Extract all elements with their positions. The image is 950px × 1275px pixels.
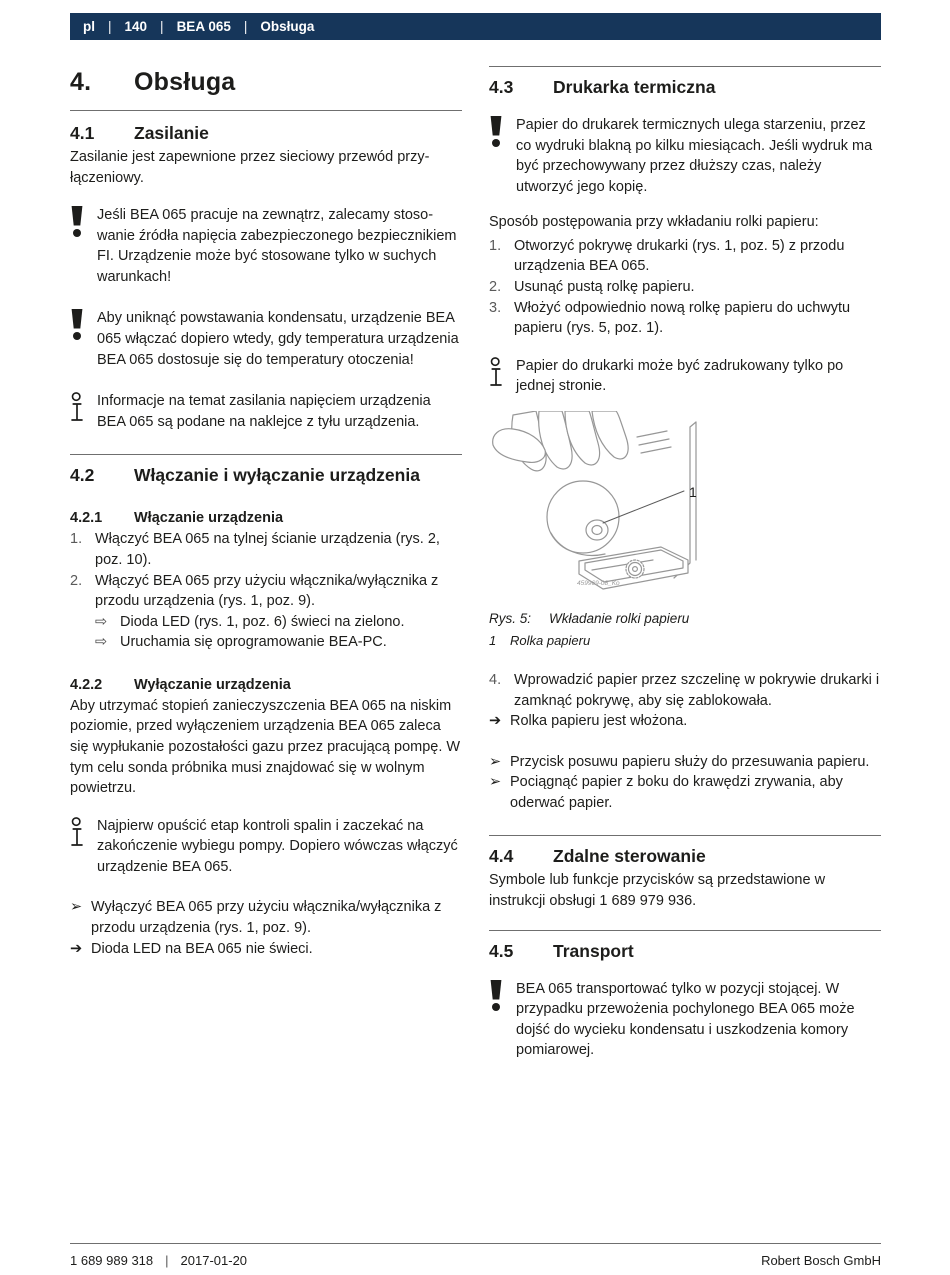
header-separator: | — [108, 19, 112, 34]
numbered-steps — [70, 529, 462, 652]
footer-left — [70, 1253, 247, 1268]
header-product-name: BEA 065 — [176, 19, 231, 34]
divider — [70, 110, 462, 111]
paragraph: Sposób postępowania przy wkładaniu rolki papieru: — [489, 214, 819, 231]
section-title: Zasilanie — [134, 123, 209, 143]
step-item — [70, 529, 462, 570]
warning-icon — [70, 308, 97, 370]
result-item — [489, 711, 881, 732]
step-number: 3. — [489, 299, 502, 316]
result-arrow-icon: ➔ — [70, 940, 83, 957]
section-number: 4.1 — [70, 123, 95, 143]
substep-arrow-icon: ⇨ — [95, 634, 108, 651]
step-text: Włączyć BEA 065 na tylnej ścianie urządzenia (rys. 2, poz. 10). — [95, 531, 440, 568]
footer-company: Robert Bosch GmbH — [761, 1253, 881, 1268]
subsection-title: Włączanie urządzenia — [134, 510, 284, 527]
action-text: Pociągnąć papier z boku do krawędzi zrywania, aby oderwać papier. — [510, 774, 843, 811]
numbered-steps — [489, 236, 881, 339]
chapter-number: 4. — [70, 68, 92, 96]
step-text: Usunąć pustą rolkę papieru. — [514, 279, 695, 296]
action-item — [70, 897, 462, 938]
figure-legend — [489, 633, 881, 648]
header-page-number: 140 — [124, 19, 148, 34]
figure-legend-text: Rolka papieru — [510, 632, 591, 648]
step-number: 4. — [489, 671, 502, 688]
step-item — [489, 670, 881, 711]
action-arrow-icon: ➢ — [489, 774, 502, 791]
page-header-bar — [70, 13, 881, 40]
header-separator: | — [160, 19, 164, 34]
section-title: Transport — [553, 940, 634, 961]
section-number: 4.4 — [489, 846, 514, 867]
warning-block — [70, 205, 462, 287]
page-footer — [70, 1243, 881, 1268]
action-item — [489, 772, 881, 813]
warning-icon — [489, 115, 516, 197]
warning-block — [489, 115, 881, 197]
header-separator: | — [243, 19, 248, 34]
step-text: Włączyć BEA 065 przy użyciu włącznika/wyłącznika z przodu urządzenia (rys. 1, poz. 9). — [95, 572, 439, 610]
step-number: 2. — [70, 572, 83, 589]
substep-result — [70, 632, 462, 653]
step-item — [489, 277, 881, 298]
divider — [489, 930, 881, 931]
note-block — [489, 356, 881, 397]
divider — [489, 66, 881, 67]
note-text: Papier do drukarki może być zadrukowany tylko po jednej stronie. — [516, 357, 844, 395]
section-title: Włączanie i wyłączanie urządzenia — [134, 465, 420, 486]
footer-date: 2017-01-20 — [180, 1253, 248, 1268]
right-column — [489, 60, 881, 1061]
step-number: 1. — [70, 531, 83, 548]
step-text: Otworzyć pokrywę drukarki (rys. 1, poz. 5) z przodu urządzenia BEA 065. — [514, 237, 845, 275]
substep-result — [70, 612, 462, 633]
section-title: Drukarka termiczna — [553, 77, 716, 97]
subsection-number: 4.2.2 — [70, 676, 103, 693]
section-heading-4-1 — [70, 123, 462, 144]
result-text: Rolka papieru jest włożona. — [510, 713, 688, 730]
warning-icon — [489, 979, 516, 1061]
info-icon — [489, 356, 516, 397]
figure-label-1: 1 — [689, 483, 697, 500]
header-language: pl — [83, 19, 95, 34]
figure-caption-label: Rys. 5: — [489, 610, 532, 626]
result-arrow-icon: ➔ — [489, 713, 502, 730]
warning-text: Papier do drukarek termicznych ulega starzeniu, przez co wydruki blakną po kilku miesiącach. Jeśli wydruk ma być przechowywany przez dłuższy czas, należy utworzyć jego kopię. — [516, 117, 873, 195]
section-heading-4-3 — [489, 77, 881, 98]
substep-text: Uruchamia się oprogramowanie BEA-PC. — [120, 634, 387, 651]
substep-text: Dioda LED (rys. 1, poz. 6) świeci na zielono. — [120, 613, 405, 630]
note-text: Najpierw opuścić etap kontroli spalin i zaczekać na zakończenie wybiegu pompy. Dopiero wówczas włączyć urządzenie BEA 065. — [97, 817, 458, 875]
step-text: Włożyć odpowiednio nową rolkę papieru do uchwytu papieru (rys. 5, poz. 1). — [514, 299, 851, 337]
figure-caption — [489, 611, 881, 626]
warning-text: Jeśli BEA 065 pracuje na zewnątrz, zalecamy stosowanie źródła napięcia zabezpieczonego bezpiecznikiem FI. Urządzenie może być stosowane tylko w suchych warunkach! — [97, 207, 457, 285]
paragraph: Symbole lub funkcje przycisków są przedstawione w instrukcji obsługi 1 689 979 936. — [489, 872, 826, 909]
figure-legend-number: 1 — [489, 632, 497, 648]
note-block — [70, 816, 462, 878]
subsection-heading-4-2-2 — [70, 677, 462, 693]
section-heading-4-5 — [489, 941, 881, 962]
result-item — [70, 939, 462, 960]
section-heading-4-4 — [489, 846, 881, 867]
subsection-heading-4-2-1 — [70, 510, 462, 526]
figure-caption-text: Wkładanie rolki papieru — [549, 610, 690, 626]
section-number: 4.5 — [489, 940, 514, 961]
step-text: Wprowadzić papier przez szczelinę w pokrywie drukarki i zamknąć pokrywę, aby się zablokowała. — [514, 671, 880, 709]
warning-text: Aby uniknąć powstawania kondensatu, urządzenie BEA 065 włączać dopiero wtedy, gdy temperatura urządzenia BEA 065 dostosuje się do temperatury otoczenia! — [97, 310, 459, 368]
footer-separator: | — [165, 1253, 169, 1268]
action-arrow-icon: ➢ — [489, 753, 502, 770]
warning-block — [489, 979, 881, 1061]
chapter-heading — [70, 68, 462, 97]
divider — [70, 454, 462, 455]
paragraph: Zasilanie jest zapewnione przez sieciowy przewód przyłączeniowy. — [70, 149, 430, 186]
warning-text: BEA 065 transportować tylko w pozycji stojącej. W przypadku przewożenia pochylonego BEA 065 może dojść do wycieku kondensatu i uszkodzenia komory pomiarowej. — [516, 980, 855, 1059]
step-item — [489, 236, 881, 277]
divider — [489, 835, 881, 836]
info-icon — [70, 816, 97, 878]
footer-doc-number: 1 689 989 318 — [70, 1253, 154, 1268]
figure-watermark: 459969-08_Ko — [577, 579, 620, 587]
action-arrow-icon: ➢ — [70, 899, 83, 916]
subsection-title: Wyłączanie urządzenia — [134, 676, 291, 693]
section-title: Zdalne sterowanie — [553, 846, 706, 867]
left-column — [70, 60, 462, 1061]
header-chapter-name: Obsługa — [260, 19, 315, 34]
step-number: 2. — [489, 279, 502, 296]
note-text: Informacje na temat zasilania napięciem urządzenia BEA 065 są podane na naklejce z tyłu urządzenia. — [97, 393, 431, 430]
warning-block — [70, 308, 462, 370]
paragraph: Aby utrzymać stopień zanieczyszczenia BEA 065 na niskim poziomie, przed wyłączeniem urządzenia BEA 065 zaleca się wypłukanie pozostałości gazu przez pracującą pompę. W tym celu sonda próbnika musi znajdować się w wolnym powietrzu. — [70, 697, 461, 797]
subsection-number: 4.2.1 — [70, 510, 103, 527]
info-icon — [70, 391, 97, 432]
result-text: Dioda LED na BEA 065 nie świeci. — [91, 940, 313, 957]
note-block — [70, 391, 462, 432]
action-item — [489, 752, 881, 773]
substep-arrow-icon: ⇨ — [95, 613, 108, 630]
section-number: 4.2 — [70, 465, 95, 486]
chapter-title: Obsługa — [134, 68, 236, 96]
section-heading-4-2 — [70, 465, 462, 486]
step-number: 1. — [489, 237, 502, 254]
section-number: 4.3 — [489, 77, 514, 97]
content-columns — [70, 60, 881, 1061]
step-item — [489, 298, 881, 339]
warning-icon — [70, 205, 97, 287]
action-text: Wyłączyć BEA 065 przy użyciu włącznika/wyłącznika z przodu urządzenia (rys. 1, poz. 9). — [91, 899, 442, 937]
step-item — [70, 571, 462, 612]
action-text: Przycisk posuwu papieru służy do przesuwania papieru. — [510, 753, 870, 770]
figure-paper-roll-illustration — [491, 411, 719, 601]
